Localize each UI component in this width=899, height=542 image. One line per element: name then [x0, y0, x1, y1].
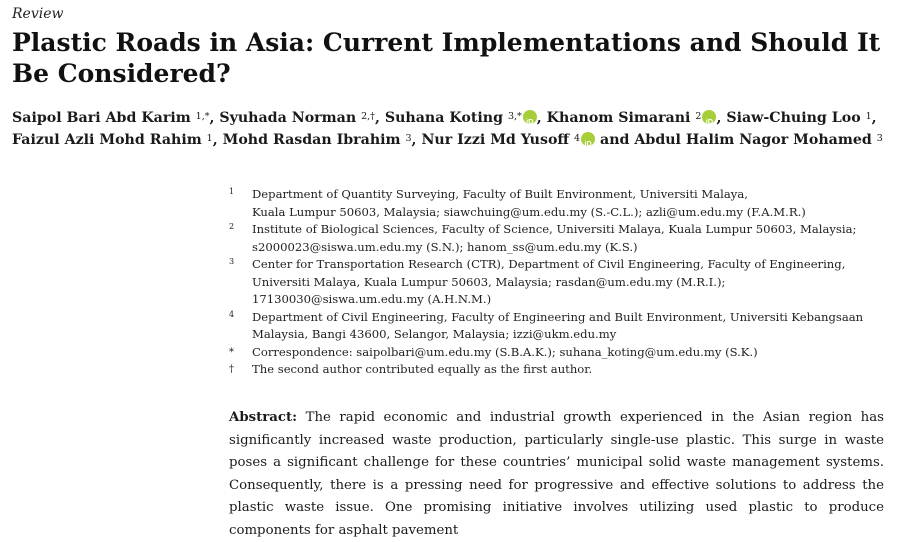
author-name: Suhana Koting: [384, 110, 508, 126]
article-type-label: Review: [12, 6, 64, 22]
affiliation-line: Universiti Malaya, Kuala Lumpur 50603, Malaysia; rasdan@um.edu.my (M.R.I.);: [252, 274, 726, 289]
affiliation-item: [229, 221, 889, 256]
author-affiliation-marker: 2,†: [361, 111, 375, 122]
affiliation-marker: 4: [229, 309, 235, 319]
orcid-icon[interactable]: [702, 110, 716, 124]
affiliation-marker: 1: [229, 187, 235, 196]
affiliation-line: 17130030@siswa.um.edu.my (A.H.N.M.): [252, 292, 492, 306]
author-affiliation-marker: 3: [876, 133, 883, 144]
author-affiliation-marker: 1: [865, 111, 872, 122]
author-name: Mohd Rasdan Ibrahim: [222, 132, 406, 148]
author-separator: ,: [209, 110, 220, 126]
author-name: Saipol Bari Abd Karim: [12, 110, 196, 126]
author-affiliation-marker: 3,*: [507, 111, 522, 122]
author-name: Syuhada Norman: [219, 110, 362, 126]
affiliation-line: Center for Transportation Research (CTR), Department of Civil Engineering, Faculty of Engineering,: [252, 257, 846, 271]
affiliation-item: [229, 186, 889, 221]
affiliation-item: [229, 361, 889, 379]
author-name: Abdul Halim Nagor Mohamed: [634, 132, 877, 148]
abstract-text: The rapid economic and industrial growth experienced in the Asian region has significantly increased waste production, particularly single-use plastic. This surge in waste poses a significant challenge for these countries’ municipal solid waste management systems. Consequently, there is a pressing need for progressive and effective solutions to address the plastic waste issue. One promising initiative involves utilizing used plastic to produce components for asphalt pavement: [229, 410, 884, 538]
author-list: [12, 107, 897, 151]
affiliation-line: s2000023@siswa.um.edu.my (S.N.); hanom_ss@um.edu.my (K.S.): [252, 239, 638, 254]
affiliation-line: Department of Quantity Surveying, Faculty of Built Environment, Universiti Malaya,: [252, 187, 748, 201]
author-name: Faizul Azli Mohd Rahim: [12, 132, 207, 148]
author-separator: ,: [212, 132, 223, 148]
author-separator: ,: [374, 110, 385, 126]
affiliation-marker: 3: [229, 257, 235, 266]
author-separator: ,: [871, 110, 877, 126]
author-separator: ,: [411, 132, 422, 148]
author-name: Siaw-Chuing Loo: [726, 110, 866, 126]
abstract: [229, 407, 884, 542]
affiliation-line: Correspondence: saipolbari@um.edu.my (S.B.A.K.); suhana_koting@um.edu.my (S.K.): [252, 344, 758, 359]
author-name: Khanom Simarani: [546, 110, 696, 126]
author-name: Nur Izzi Md Yusoff: [421, 132, 575, 148]
author-affiliation-marker: 2: [695, 111, 702, 122]
author-affiliation-marker: 1,*: [195, 111, 210, 122]
affiliation-item: [229, 309, 889, 344]
author-affiliation-marker: 3: [405, 133, 412, 144]
author-affiliation-marker: 1: [206, 133, 213, 144]
affiliation-marker: 2: [229, 222, 235, 231]
author-affiliation-marker: 4: [574, 133, 581, 144]
affiliation-line: Kuala Lumpur 50603, Malaysia; siawchuing@um.edu.my (S.-C.L.); azli@um.edu.my (F.A.M.R.): [252, 204, 806, 219]
affiliation-item: [229, 344, 889, 362]
abstract-label: Abstract:: [229, 410, 298, 425]
author-separator: and: [595, 132, 635, 148]
affiliation-marker: *: [229, 346, 234, 358]
affiliation-line: The second author contributed equally as the first author.: [252, 362, 593, 376]
author-separator: ,: [716, 110, 727, 126]
affiliation-marker: †: [229, 364, 234, 375]
paper-title: Plastic Roads in Asia: Current Implementations and Should It Be Considered?: [12, 28, 881, 88]
affiliation-line: Malaysia, Bangi 43600, Selangor, Malaysia; izzi@ukm.edu.my: [252, 327, 617, 341]
orcid-icon[interactable]: [523, 110, 537, 124]
affiliation-item: [229, 256, 889, 309]
affiliation-list: [229, 186, 889, 379]
orcid-icon[interactable]: [581, 132, 595, 146]
author-separator: ,: [536, 110, 547, 126]
affiliation-line: Department of Civil Engineering, Faculty of Engineering and Built Environment, Universiti Kebangsaan: [252, 309, 864, 324]
affiliation-line: Institute of Biological Sciences, Faculty of Science, Universiti Malaya, Kuala Lumpur 50603, Malaysia;: [252, 222, 857, 236]
